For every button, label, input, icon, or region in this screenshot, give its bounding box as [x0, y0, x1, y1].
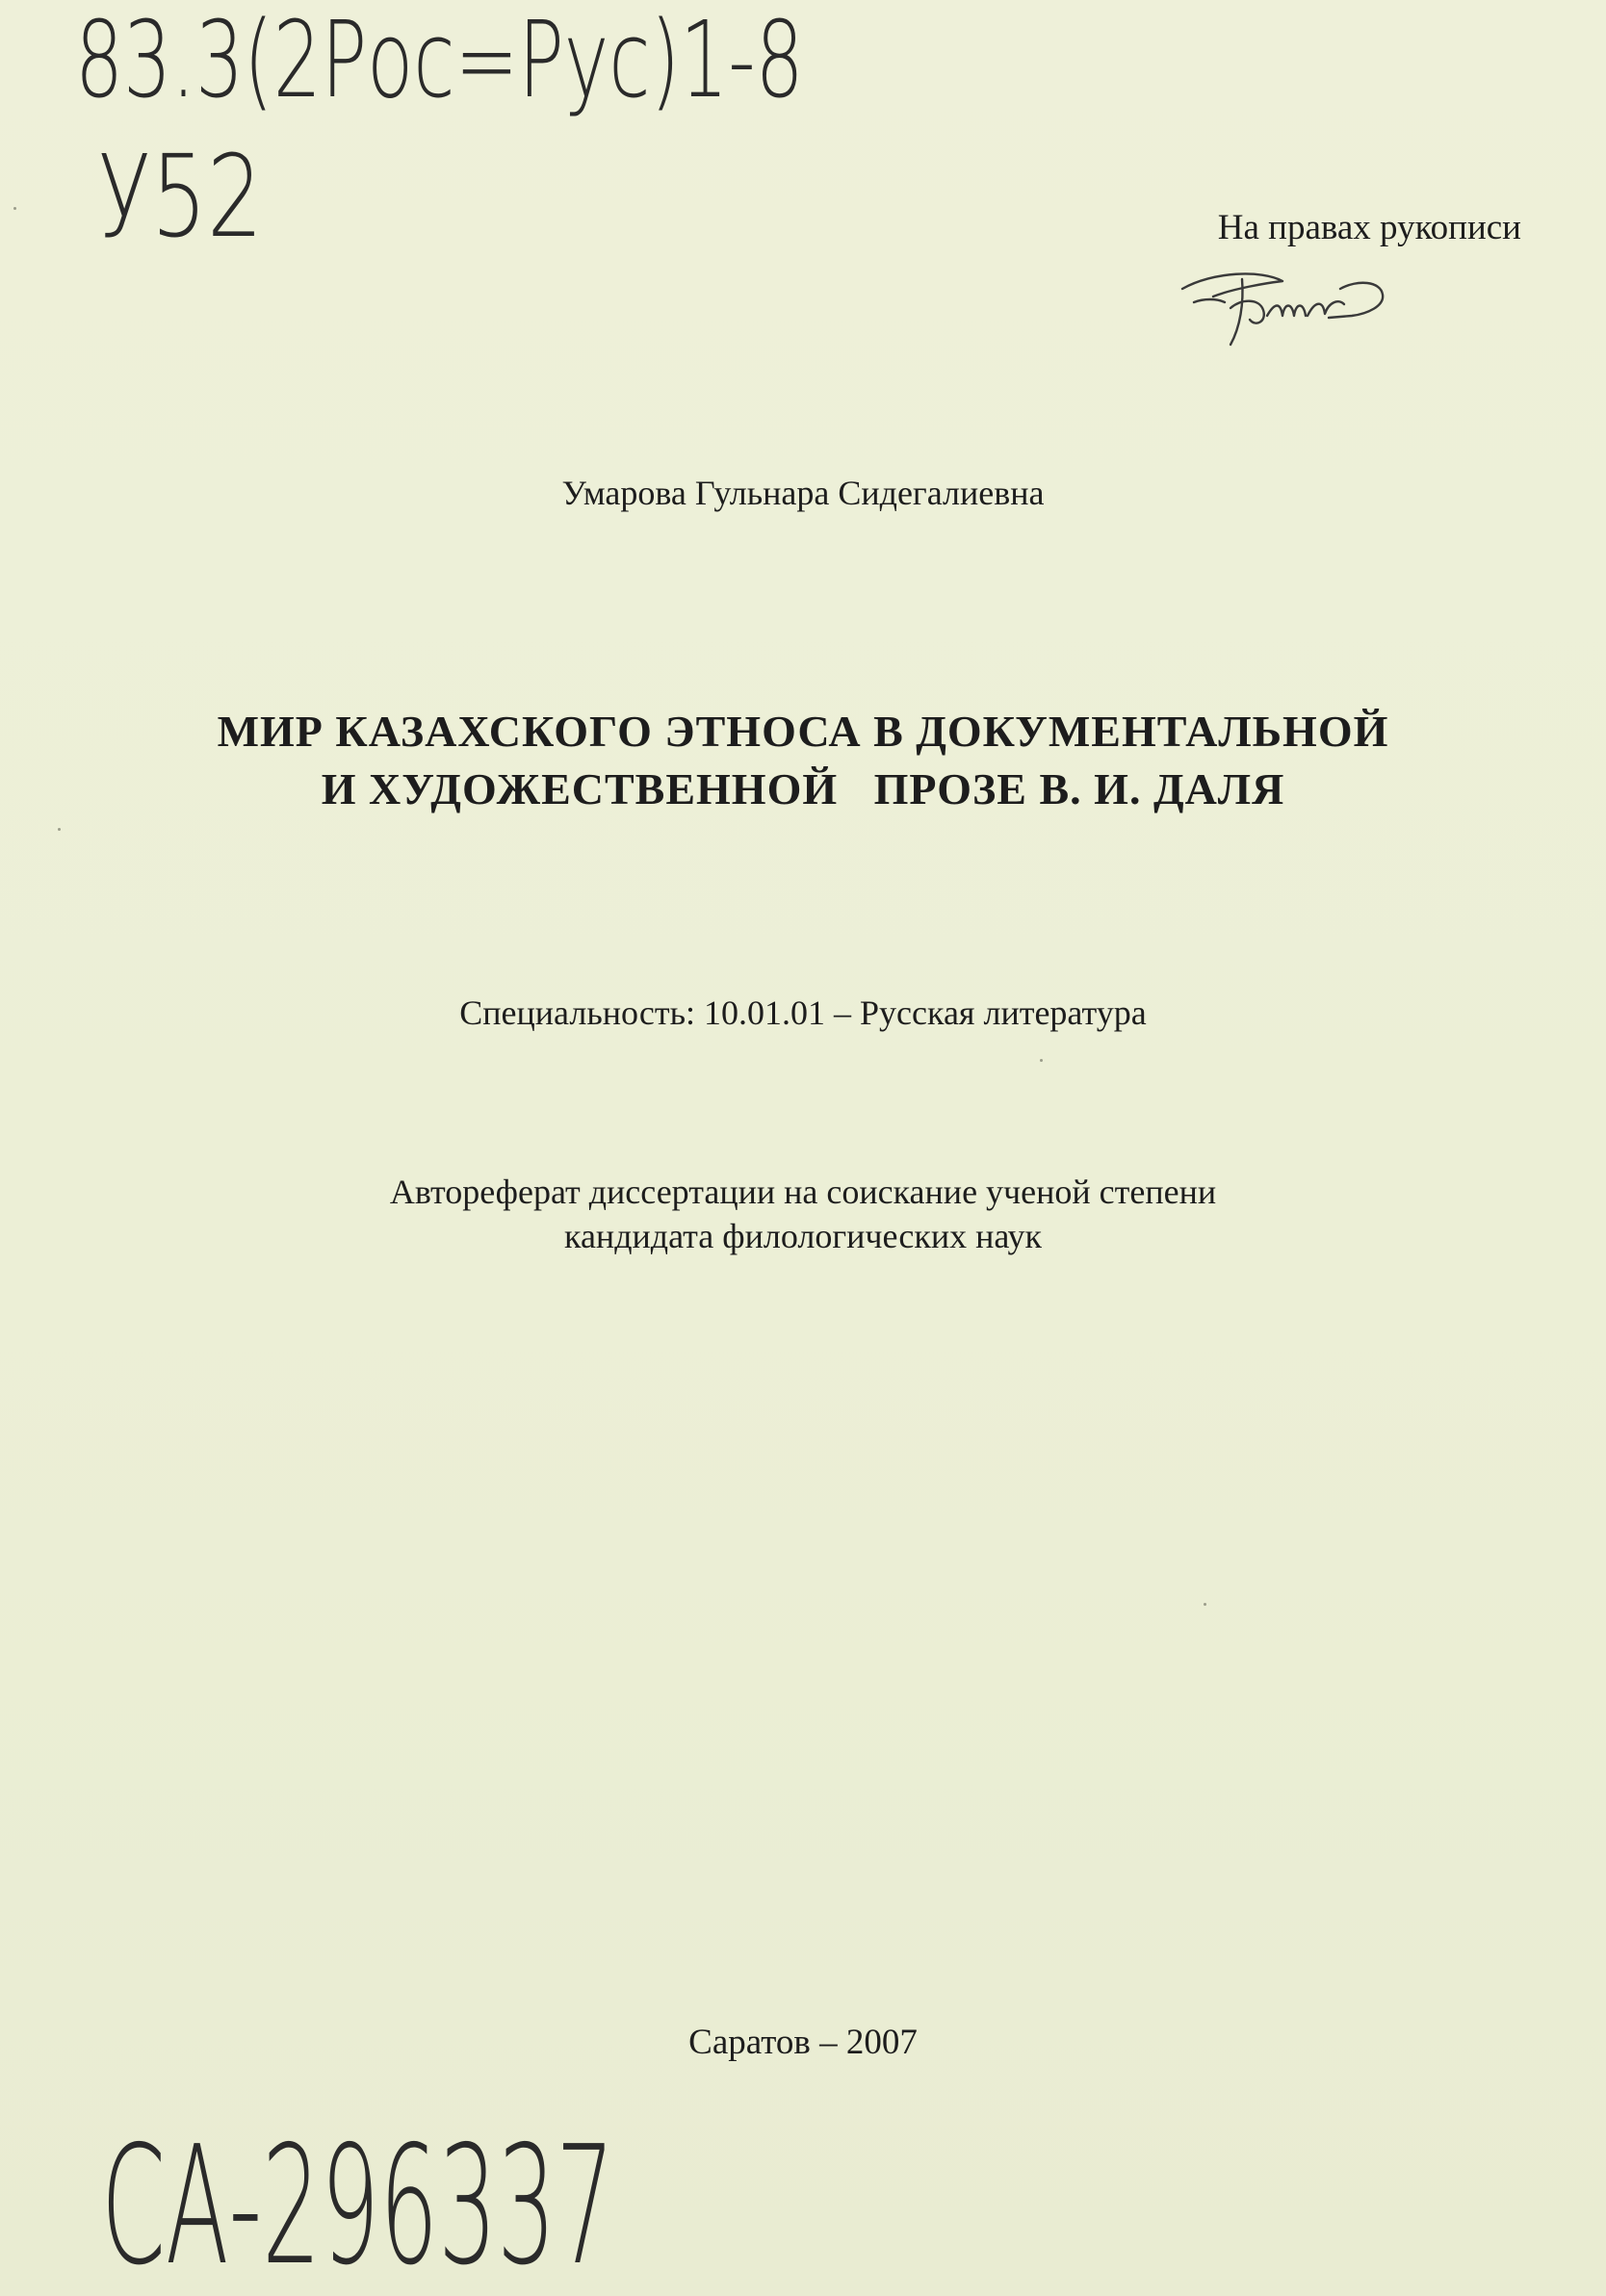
scan-speck — [58, 828, 61, 831]
scan-speck — [13, 207, 16, 210]
inventory-number — [101, 2089, 621, 2282]
dissertation-title — [0, 703, 1606, 818]
manuscript-rights-note: На правах рукописи — [1217, 208, 1521, 247]
shelf-mark-line-2: У52 — [97, 130, 263, 260]
scan-speck — [1204, 1603, 1206, 1606]
title-line-2: И ХУДОЖЕСТВЕННОЙ ПРОЗЕ В. И. ДАЛЯ — [321, 764, 1285, 813]
inventory-number-text: СА-296337 — [101, 2111, 615, 2282]
city-year: Саратов – 2007 — [688, 2023, 918, 2062]
specialty-line: Специальность: 10.01.01 – Русская литература — [459, 993, 1147, 1032]
abstract-description — [0, 1170, 1606, 1258]
scan-speck — [1040, 1059, 1043, 1062]
abstract-line-1: Автореферат диссертации на соискание ученой степени — [389, 1173, 1217, 1211]
author-name: Умарова Гульнара Сидегалиевна — [561, 474, 1045, 512]
shelf-mark-line-1: 83.3(2Рос=Рус)1-8 — [75, 0, 804, 122]
title-line-1: МИР КАЗАХСКОГО ЭТНОСА В ДОКУМЕНТАЛЬНОЙ — [217, 707, 1389, 756]
abstract-line-2: кандидата филологических наук — [564, 1217, 1042, 1255]
author-signature — [1175, 260, 1415, 351]
library-shelf-mark — [75, 0, 807, 260]
